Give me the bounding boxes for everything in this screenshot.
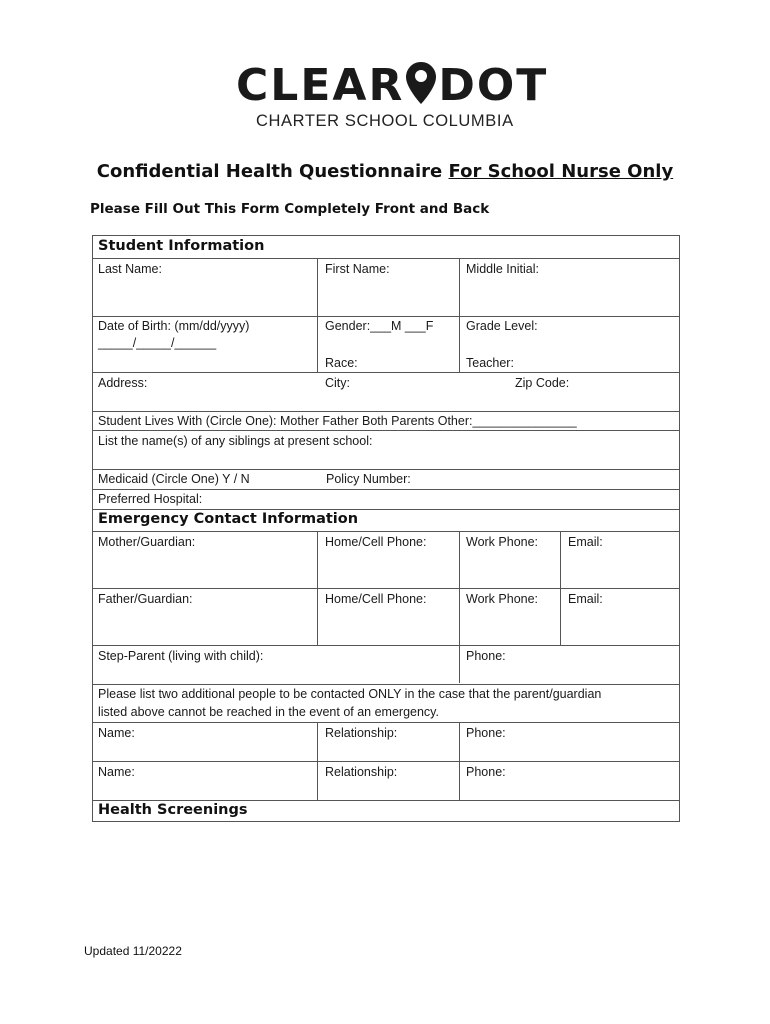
lives-with-field[interactable]: Student Lives With (Circle One): Mother Father Both Parents Other:_______________	[98, 414, 577, 428]
divider	[93, 489, 679, 490]
map-pin-icon	[406, 62, 436, 118]
logo-wordmark	[236, 58, 548, 118]
city-field[interactable]: City:	[325, 376, 350, 390]
father-work-phone-field[interactable]: Work Phone:	[466, 592, 539, 606]
additional-contacts-note: Please list two additional people to be contacted ONLY in the case that the parent/guardian	[98, 687, 602, 701]
divider	[93, 258, 679, 259]
middle-initial-field[interactable]: Middle Initial:	[466, 262, 539, 276]
additional-contacts-note-2: listed above cannot be reached in the event of an emergency.	[98, 705, 439, 719]
divider	[93, 722, 679, 723]
teacher-field[interactable]: Teacher:	[466, 356, 514, 370]
emergency-contact-heading: Emergency Contact Information	[98, 511, 359, 527]
page-title	[0, 161, 770, 182]
divider	[93, 316, 679, 317]
last-name-field[interactable]: Last Name:	[98, 262, 162, 276]
grade-level-field[interactable]: Grade Level:	[466, 319, 538, 333]
column-divider	[459, 258, 460, 372]
dob-blank[interactable]: _____/_____/______	[98, 336, 217, 350]
contact2-phone-field[interactable]: Phone:	[466, 765, 506, 779]
health-form-table	[92, 235, 680, 822]
preferred-hospital-field[interactable]: Preferred Hospital:	[98, 492, 203, 506]
column-divider	[317, 531, 318, 645]
siblings-field[interactable]: List the name(s) of any siblings at present school:	[98, 434, 373, 448]
divider	[93, 531, 679, 532]
updated-date: Updated 11/20222	[84, 944, 182, 958]
logo-subtitle: CHARTER SCHOOL COLUMBIA	[256, 112, 514, 130]
father-email-field[interactable]: Email:	[568, 592, 603, 606]
column-divider	[560, 531, 561, 645]
logo-text-right: DOT	[438, 60, 549, 111]
divider	[93, 645, 679, 646]
address-field[interactable]: Address:	[98, 376, 148, 390]
contact2-relationship-field[interactable]: Relationship:	[325, 765, 398, 779]
column-divider	[459, 722, 460, 800]
zip-code-field[interactable]: Zip Code:	[515, 376, 570, 390]
mother-work-phone-field[interactable]: Work Phone:	[466, 535, 539, 549]
dob-field[interactable]: Date of Birth: (mm/dd/yyyy)	[98, 319, 250, 333]
mother-guardian-field[interactable]: Mother/Guardian:	[98, 535, 196, 549]
divider	[93, 588, 679, 589]
contact1-phone-field[interactable]: Phone:	[466, 726, 506, 740]
divider	[93, 509, 679, 510]
divider	[93, 430, 679, 431]
father-guardian-field[interactable]: Father/Guardian:	[98, 592, 193, 606]
contact1-relationship-field[interactable]: Relationship:	[325, 726, 398, 740]
policy-number-field[interactable]: Policy Number:	[326, 472, 411, 486]
school-logo	[236, 58, 549, 133]
mother-email-field[interactable]: Email:	[568, 535, 603, 549]
column-divider	[317, 722, 318, 800]
form-instructions: Please Fill Out This Form Completely Front and Back	[90, 201, 490, 217]
column-divider	[317, 258, 318, 372]
column-divider	[459, 531, 460, 683]
divider	[93, 469, 679, 470]
divider	[93, 761, 679, 762]
father-home-cell-field[interactable]: Home/Cell Phone:	[325, 592, 427, 606]
title-underlined: For School Nurse Only	[448, 161, 674, 182]
divider	[93, 372, 679, 373]
logo-text-left: CLEAR	[236, 60, 405, 111]
medicaid-field[interactable]: Medicaid (Circle One) Y / N	[98, 472, 250, 486]
race-field[interactable]: Race:	[325, 356, 358, 370]
step-parent-field[interactable]: Step-Parent (living with child):	[98, 649, 264, 663]
contact2-name-field[interactable]: Name:	[98, 765, 135, 779]
first-name-field[interactable]: First Name:	[325, 262, 390, 276]
contact1-name-field[interactable]: Name:	[98, 726, 135, 740]
health-screenings-heading: Health Screenings	[98, 802, 248, 818]
student-info-heading: Student Information	[98, 238, 265, 254]
gender-field[interactable]: Gender:___M ___F	[325, 319, 434, 333]
divider	[93, 800, 679, 801]
divider	[93, 411, 679, 412]
divider	[93, 684, 679, 685]
mother-home-cell-field[interactable]: Home/Cell Phone:	[325, 535, 427, 549]
title-text: Confidential Health Questionnaire	[96, 161, 449, 182]
step-parent-phone-field[interactable]: Phone:	[466, 649, 506, 663]
